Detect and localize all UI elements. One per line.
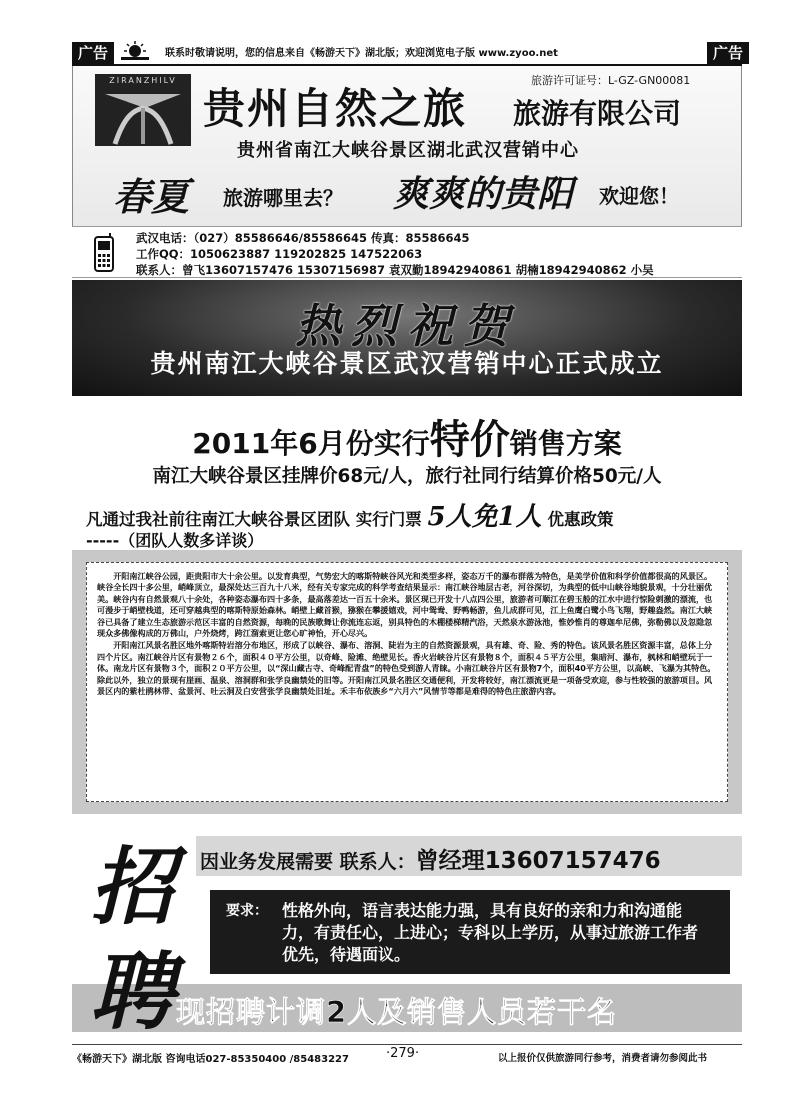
promo-price-line: 南江大峡谷景区挂牌价68元/人，旅行社同行结算价格50元/人 (152, 466, 662, 487)
promo-title-part-2: 销售方案 (509, 427, 622, 460)
promo-group-note: -----（团队人数多详谈） (86, 531, 264, 550)
license-number: 旅游许可证号：L-GZ-GN00081 (531, 74, 691, 87)
contact-persons: 联系人：曾飞13607157476 15307156987 袁双勤18942940861 胡楠18942940862 小吴 (136, 263, 654, 277)
footer-page-number: ·279· (386, 1046, 420, 1061)
promo-title (72, 408, 742, 465)
footer-divider (72, 1044, 742, 1045)
company-logo-text: ZIRANZHILV (109, 76, 177, 85)
recruit-char-pin: 聘 (90, 942, 175, 1041)
header-info: 联系时敬请说明，您的信息来自《畅游天下》湖北版；欢迎浏览电子版 www.zyoo.net (165, 48, 558, 59)
company-name-main: 贵州自然之旅 (203, 84, 468, 133)
recruit-req-label: 要求： (226, 903, 268, 919)
contact-phone-fax: 武汉电话：（027）85586646/85586645 传真：85586645 (136, 231, 470, 245)
recruit-req-text: 性格外向，语言表达能力强，具有良好的亲和力和沟通能力，有责任心，上进心；专科以上学历，从事过旅游工作者优先，待遇面议。 (282, 901, 699, 964)
company-banner (72, 66, 742, 226)
promo-group-ratio: 5人免1人 (427, 502, 542, 532)
contact-qq: 工作QQ：1050623887 119202825 147522063 (136, 247, 423, 261)
promo-group-suffix: 优惠政策 (547, 510, 614, 529)
footer-disclaimer: 以上报价仅供旅游同行参考，消费者请勿参阅此书 (498, 1053, 708, 1064)
promo-title-highlight: 特价 (429, 416, 510, 463)
intro-text-box (86, 562, 728, 802)
congrats-title: 热烈祝贺 (295, 299, 519, 353)
slogan-spring-summer: 春夏 (113, 174, 190, 219)
intro-paragraph-1: 开阳南江峡谷公园，距贵阳市大十余公里。以发育典型，气势宏大的喀斯特峡谷风光和类型多样，姿态万千的瀑布群落为特色，是美学价值和科学价值都很高的风景区。峡谷全长四十多公里，峭峰顶立，最深处达三百九十八米，经有关专家完成的科学考查结果显示：南江峡谷地层古老，河谷深切，为典型的低中山峡谷地貌景观，十分壮丽优美。峡谷内有自然景观八十余处，各种姿态瀑布四十多条，最高落差达一百五十余米。景区现已开发十八点四公里，旅游者可顺江在碧玉般的江水中进行惊险刺激的漂流，也可漫步于峭壁栈道，还可穿越典型的喀斯特原始森林。峭壁上藏首猴，猕猴在攀援嬉戏，河中鸳鸯、野鸭畅游，鱼儿成群可见，江上鱼鹰白鹭小鸟飞翔，野趣盎然。南江大峡谷已具备了建立生态旅游示范区丰富的自然资源，每晚的民族歌舞让你流连忘返，别具特色的木棚楼梯精汽浴，天然泉水游泳池，惟妙惟肖的尊迦牟尼佛，弥勒佛以及忽隐忽现众多佛像构成的万佛山，户外烧烤，跨江溜索更让您心旷神怡，开心尽兴。 (97, 571, 713, 639)
promo-group-prefix: 凡通过我社前往南江大峡谷景区团队 (86, 510, 350, 529)
mobile-phone-icon (90, 233, 118, 273)
recruit-contact: 曾经理13607157476 (415, 848, 661, 874)
magazine-logo-icon (118, 40, 152, 62)
congrats-subtitle: 贵州南江大峡谷景区武汉营销中心正式成立 (150, 349, 664, 378)
recruit-hire-banner: 现招聘计调2人及销售人员若干名 (176, 995, 618, 1029)
recruit-need-text (200, 842, 661, 875)
congrats-banner (72, 280, 742, 396)
ad-tag-right: 广告 (707, 42, 749, 64)
slogan-where-to-travel: 旅游哪里去？ (223, 186, 343, 210)
slogan-cool-guiyang: 爽爽的贵阳 (393, 173, 574, 215)
company-name-sub: 旅游有限公司 (513, 97, 682, 130)
marketing-center-title: 贵州省南江大峡谷景区湖北武汉营销中心 (237, 140, 579, 161)
slogan-welcome: 欢迎您！ (599, 184, 679, 208)
intro-paragraph-2: 开阳南江风景名胜区地外喀斯特岩溶分布地区，形成了以峡谷、瀑布、溶洞、陡岩为主的自然资源景观，具有雄、奇、险、秀的特色。该风景名胜区资源丰富，总体上分四个片区。南江峡谷片区有景物２６个，面积４０平方公里，以奇峰、险滩、绝壁见长。香火岩峡谷片区有景物８个，面积４５平方公里，集暗河、瀑布，枫林和峭壁玩于一体。南龙片区有景物３个，面积２０平方公里，以“深山藏古寺、奇峰配青盘”的特色受到游人青睐。小南江峡谷片区有景物7个，面积40平方公里，以高峡、飞瀑为其特色。除此以外，独立的景现有崖画、温泉、溶洞群和张学良幽禁处的旧等。开阳南江风景名胜区交通便利，开发将较好，南江漂流更是一项备受欢迎，参与性较强的旅游项目。风景区内的紫杜鹃林带、盆景河、吐云洞及白安营张学良幽禁处旧址。禾丰布依族乡“六月六”风情节等都是难得的特色庄旅游内容。 (97, 640, 716, 697)
contact-block (72, 226, 742, 278)
recruit-need-prefix: 因业务发展需要 联系人： (200, 851, 416, 873)
recruit-requirements (210, 890, 730, 974)
ad-tag-left: 广告 (72, 42, 114, 64)
promo-group-mid: 实行门票 (355, 510, 422, 529)
recruit-char-zhao: 招 (90, 837, 175, 936)
promo-title-part-1: 2011年6月份实行 (192, 427, 430, 460)
footer-publication: 《畅游天下》湖北版 咨询电话027-85350400 /85483227 (72, 1054, 349, 1065)
